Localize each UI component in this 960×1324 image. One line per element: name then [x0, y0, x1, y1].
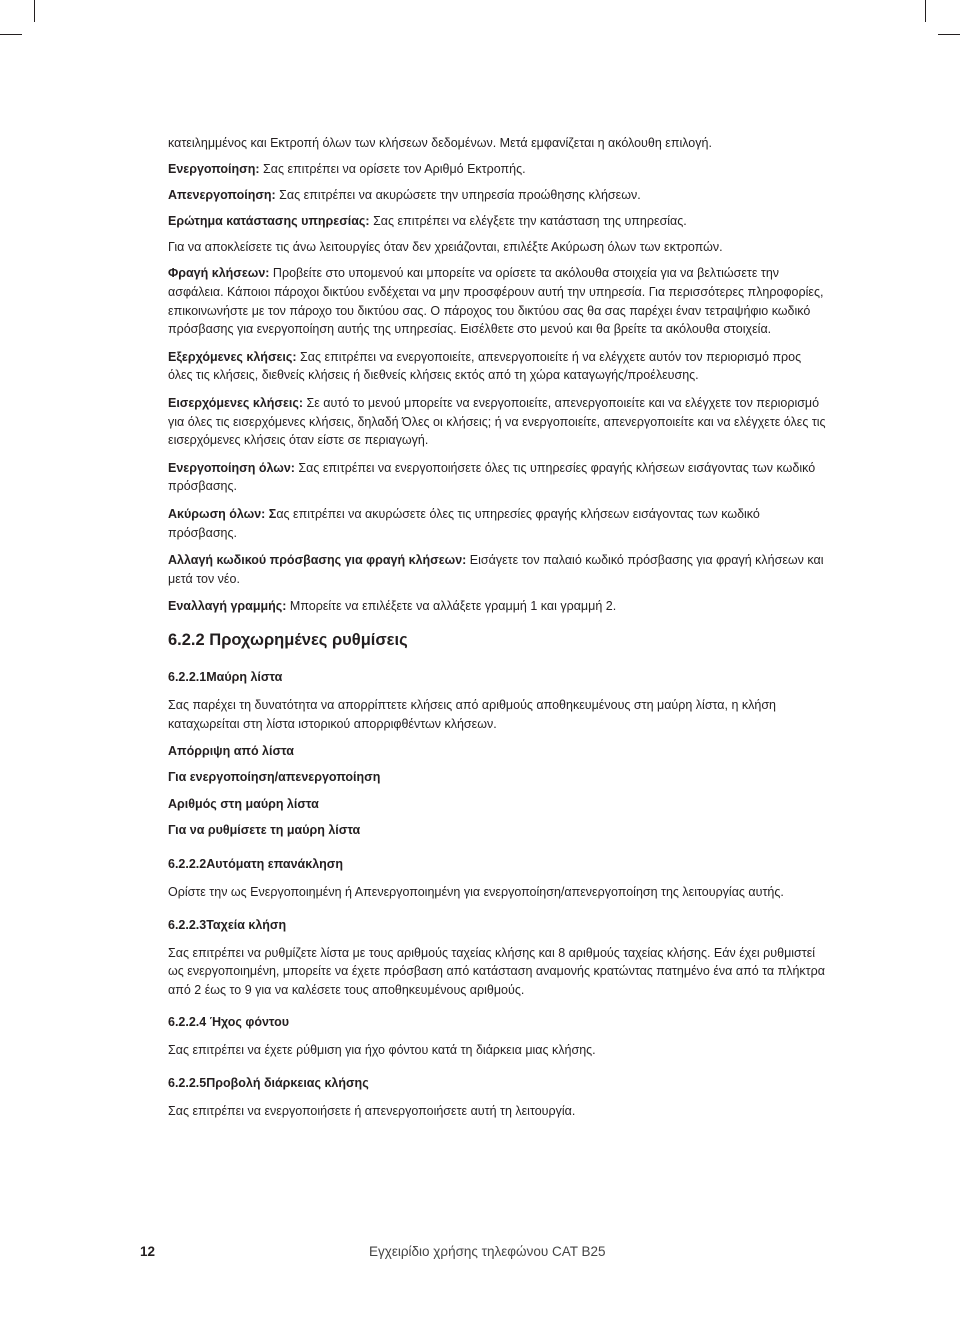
paragraph-lead: Απενεργοποίηση:: [168, 188, 276, 203]
paragraph: [168, 597, 828, 616]
subsection-heading-blacklist: 6.2.2.1Μαύρη λίστα: [168, 669, 283, 684]
paragraph-text: Σας επιτρέπει να ενεργοποιήσετε όλες τις υπηρεσίες φραγής κλήσεων εισάγοντας των κωδικό πρόσβασης.: [168, 460, 816, 494]
paragraph-lead: Αλλαγή κωδικού πρόσβασης για φραγή κλήσεων:: [168, 553, 467, 568]
paragraph: [168, 264, 828, 338]
paragraph: [168, 505, 828, 542]
paragraph-lead: Ερώτημα κατάστασης υπηρεσίας:: [168, 214, 370, 229]
paragraph: [168, 394, 828, 450]
paragraph-lead: Ενεργοποίηση:: [168, 162, 260, 177]
subsection-heading-call-duration: 6.2.2.5Προβολή διάρκειας κλήσης: [168, 1076, 369, 1091]
paragraph-text: ας επιτρέπει να ακυρώσετε όλες τις υπηρεσίες φραγής κλήσεων εισάγοντας των κωδικό πρόσβασης.: [168, 507, 760, 540]
crop-mark-top-right: [925, 0, 926, 22]
paragraph-lead: Εξερχόμενες κλήσεις:: [168, 349, 297, 364]
paragraph-text: Εισάγετε τον παλαιό κωδικό πρόσβασης για φραγή κλήσεων και μετά τον νέο.: [168, 553, 824, 586]
paragraph: [168, 212, 828, 231]
paragraph: [168, 348, 828, 385]
subsection-text: Σας επιτρέπει να ρυθμίζετε λίστα με τους αριθμούς ταχείας κλήσης και 8 αριθμούς ταχείας κλήσης. Εάν έχει ρυθμιστεί ως ενεργοποιημένη, μπορείτε να έχετε πρόσβαση από κατάσταση αναμονής κρατώντας πατημένο ένα από τα πλήκτρα από 2 έως το 9 για να καλέσετε τους αποθηκευμένους αριθμούς.: [168, 945, 825, 997]
blacklist-item: Για να ρυθμίσετε τη μαύρη λίστα: [168, 823, 361, 838]
crop-mark-right-top: [938, 34, 960, 35]
subsection-text: Ορίστε την ως Ενεργοποιημένη ή Απενεργοποιημένη για ενεργοποίηση/απενεργοποίηση της λειτουργίας αυτής.: [168, 885, 784, 900]
page-content: [168, 134, 828, 1128]
subsection-text: Σας παρέχει τη δυνατότητα να απορρίπτετε κλήσεις από αριθμούς αποθηκευμένους στη μαύρη λίστα, η κλήση καταχωρείται στη λίστα ιστορικού απορριφθέντων κλήσεων.: [168, 697, 777, 731]
paragraph: [168, 134, 828, 153]
subsection-text: Σας επιτρέπει να ενεργοποιήσετε ή απενεργοποιήσετε αυτή τη λειτουργία.: [168, 1104, 576, 1119]
subsection-heading-autoredial: 6.2.2.2Αυτόματη επανάκληση: [168, 857, 343, 872]
paragraph: [168, 160, 828, 179]
paragraph-text: κατειλημμένος και Εκτροπή όλων των κλήσεων δεδομένων. Μετά εμφανίζεται η ακόλουθη επιλογή.: [168, 136, 712, 150]
paragraph: [168, 551, 828, 588]
blacklist-item: Απόρριψη από λίστα: [168, 744, 294, 759]
paragraph-text: Σας επιτρέπει να ορίσετε τον Αριθμό Εκτροπής.: [259, 162, 526, 177]
paragraph-text: Σας επιτρέπει να ενεργοποιείτε, απενεργοποιείτε ή να ελέγχετε αυτόν τον περιορισμό προς όλες τις κλήσεις, διεθνείς κλήσεις ή διεθνείς κλήσεις εκτός από τη χώρα καταγωγής/προέλευσης.: [168, 349, 802, 383]
paragraph-text: Μπορείτε να επιλέξετε να αλλάξετε γραμμή 1 και γραμμή 2.: [286, 599, 617, 614]
paragraph-text: Σας επιτρέπει να ακυρώσετε την υπηρεσία προώθησης κλήσεων.: [275, 188, 641, 203]
paragraph: [168, 186, 828, 205]
paragraph-lead: Φραγή κλήσεων:: [168, 266, 270, 281]
paragraph: [168, 459, 828, 496]
subsection-heading-speeddial: 6.2.2.3Ταχεία κλήση: [168, 917, 287, 932]
crop-mark-top-left: [34, 0, 35, 22]
blacklist-item: Για ενεργοποίηση/απενεργοποίηση: [168, 770, 381, 785]
paragraph-text: Σε αυτό το μενού μπορείτε να ενεργοποιείτε, απενεργοποιείτε και να ελέγχετε τον περιορισμό για όλες τις εισερχόμενες κλήσεις, δηλαδή Όλες οι κλήσεις; ή να ενεργοποιείτε, απενεργοποιείτε και να ελέγχετε όλες τις εισερχόμενες κλήσεις όταν είστε σε περιαγωγή.: [168, 396, 826, 448]
page-footer: [0, 1244, 960, 1264]
subsection-text: Σας επιτρέπει να έχετε ρύθμιση για ήχο φόντου κατά τη διάρκεια μιας κλήσης.: [168, 1043, 596, 1058]
paragraph-text: Προβείτε στο υπομενού και μπορείτε να ορίσετε τα ακόλουθα στοιχεία για να βελτιώσετε την ασφάλεια. Κάποιοι πάροχοι δικτύου ενδέχεται να μην προσφέρουν αυτή την υπηρεσία. Για περισσότερες πληροφορίες, επικοινωνήστε με τον πάροχο του δικτύου σας. Ο πάροχος του δικτύου σας θα σας παρέχει έναν τετραψήφιο κωδικό πρόσβασης για ενεργοποίηση αυτής της υπηρεσίας. Εισέλθετε στο μενού και θα βρείτε τα ακόλουθα στοιχεία.: [168, 266, 824, 337]
subsection-heading-background-sound: 6.2.2.4 Ήχος φόντου: [168, 1015, 290, 1030]
page-number: 12: [140, 1244, 156, 1259]
paragraph-text: Για να αποκλείσετε τις άνω λειτουργίες όταν δεν χρειάζονται, επιλέξτε Ακύρωση όλων των εκτροπών.: [168, 240, 723, 255]
paragraph-lead: Εναλλαγή γραμμής:: [168, 599, 287, 614]
crop-mark-left-top: [0, 34, 22, 35]
paragraph-lead: Ενεργοποίηση όλων:: [168, 460, 295, 475]
section-title: 6.2.2 Προχωρημένες ρυθμίσεις: [168, 630, 408, 649]
footer-title: Εγχειρίδιο χρήσης τηλεφώνου CAT B25: [369, 1244, 606, 1259]
paragraph-lead: Ακύρωση όλων: Σ: [168, 507, 277, 521]
blacklist-item: Αριθμός στη μαύρη λίστα: [168, 796, 319, 811]
paragraph-lead: Εισερχόμενες κλήσεις:: [168, 396, 304, 411]
paragraph: [168, 238, 828, 257]
paragraph-text: Σας επιτρέπει να ελέγξετε την κατάσταση της υπηρεσίας.: [369, 214, 687, 229]
